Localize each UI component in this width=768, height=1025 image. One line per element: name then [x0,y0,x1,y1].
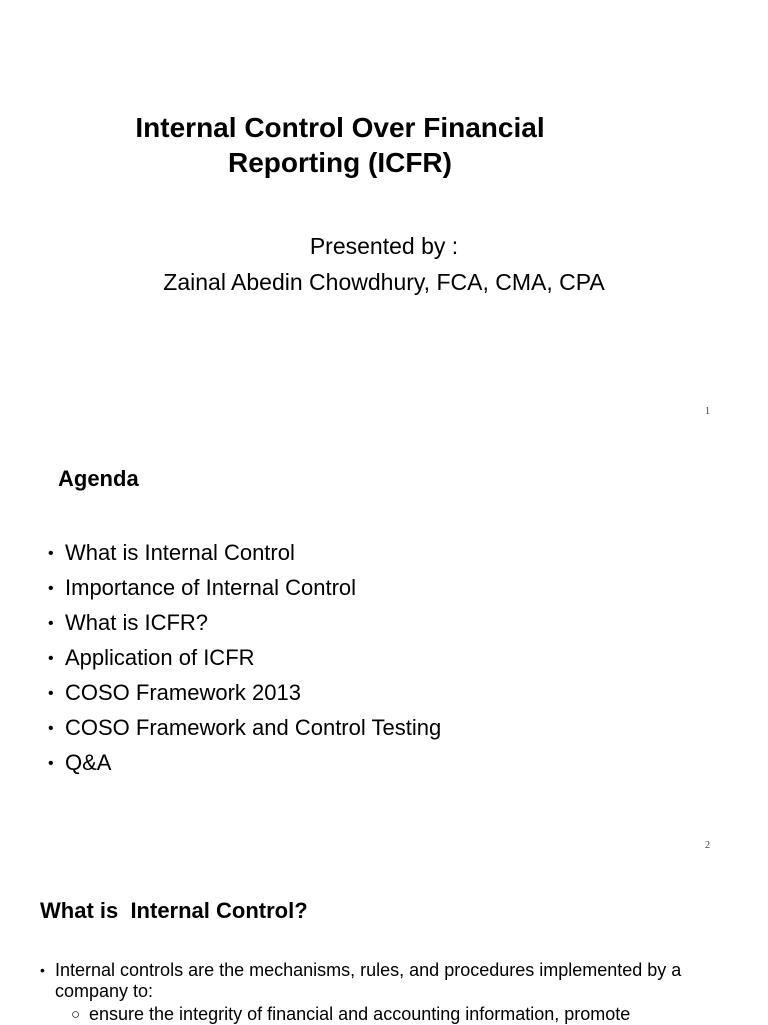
agenda-item-text: COSO Framework and Control Testing [65,715,442,740]
presentation-title [70,110,610,180]
definition-sub-bullet [40,1004,720,1025]
agenda-item-text: Application of ICFR [65,645,255,670]
presenter-block [0,228,768,300]
definition-title: What is Internal Control? [40,898,308,923]
definition-sub-bullet-text: ensure the integrity of financial and accounting information, promote [89,1004,631,1024]
agenda-item-text: Importance of Internal Control [65,575,357,600]
page-number: 1 [705,406,710,417]
agenda-item [48,746,441,781]
circle-bullet-icon: ○ [71,1006,81,1023]
definition-bullet-text: Internal controls are the mechanisms, rules, and procedures implemented by a company to: [55,960,682,1001]
agenda-item-text: What is Internal Control [65,540,295,565]
agenda-item-text: What is ICFR? [65,610,209,635]
title-line-1: Internal Control Over Financial [135,112,545,143]
presenter-label: Presented by : [309,233,459,259]
agenda-list [48,536,441,781]
title-line-2: Reporting (ICFR) [228,147,452,178]
bullet-icon: • [48,720,54,737]
definition-body [40,960,720,1025]
bullet-icon: • [40,962,45,978]
agenda-item [48,536,441,571]
agenda-item [48,606,441,641]
page-number: 2 [705,840,710,851]
agenda-item [48,676,441,711]
bullet-icon: • [48,545,54,562]
agenda-item-text: COSO Framework 2013 [65,680,301,705]
title-slide [0,0,768,432]
bullet-icon: • [48,650,54,667]
definition-slide [0,864,768,1024]
definition-bullet [40,960,720,1002]
bullet-icon: • [48,755,54,772]
agenda-item [48,571,441,606]
agenda-item [48,641,441,676]
bullet-icon: • [48,580,54,597]
agenda-item [48,711,441,746]
presenter-name: Zainal Abedin Chowdhury, FCA, CMA, CPA [163,269,605,295]
agenda-item-text: Q&A [65,750,112,775]
bullet-icon: • [48,615,54,632]
agenda-title: Agenda [58,466,139,491]
agenda-slide [0,432,768,864]
bullet-icon: • [48,685,54,702]
